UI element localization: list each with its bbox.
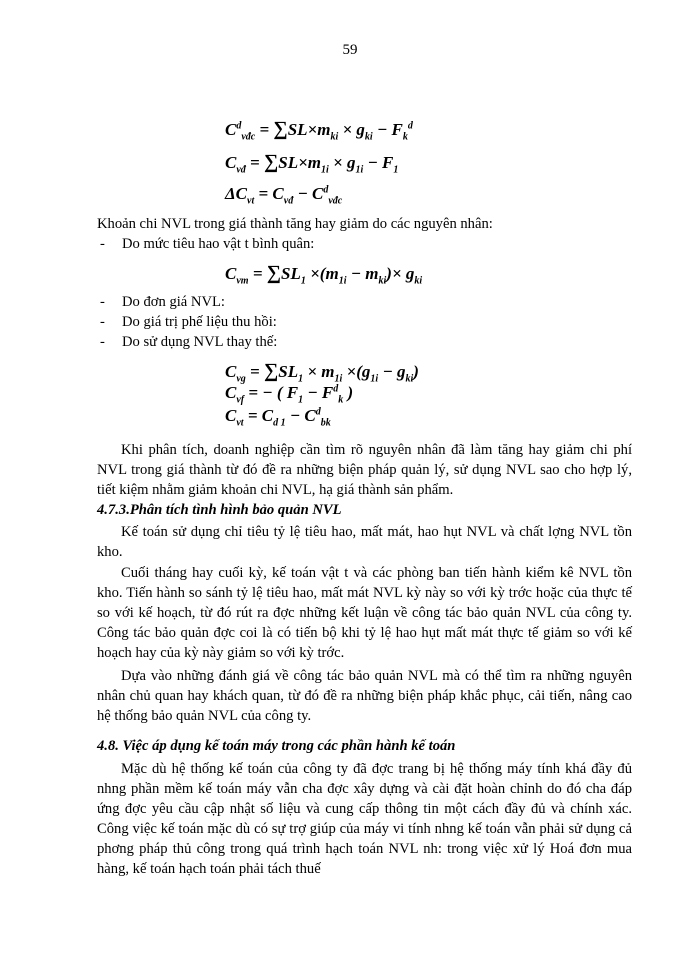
page-number: 59 (342, 42, 358, 58)
bullet-substitute-material: - Do sử dụng NVL thay thế: (100, 334, 278, 350)
paragraph-evaluation: Dựa vào những đánh giá về công tác bảo quản NVL mà có thể tìm ra những nguyên nhân chủ quan hay khách quan, từ đó đề ra những biện pháp khắc phục, cải tiến, nâng cao hệ thống bảo quản NVL của công ty. (97, 668, 632, 724)
heading-section-4-8: 4.8. Việc áp dụng kế toán máy trong các phần hành kế toán (97, 738, 456, 754)
formula-scrap-variance: $C_{vf}$ = − ( $F_1 - F^d_k$ ) (225, 383, 354, 406)
bullet-scrap-value: - Do giá trị phế liệu thu hồi: (100, 314, 277, 330)
formula-material-cost-actual: $C_{vđ} = \sum SL\times m_{1i} \times g_{1i} - F_1$ (225, 151, 399, 176)
bullet-consumption-rate: - Do mức tiêu hao vật t bình quân: (100, 236, 315, 252)
bullet-unit-price: - Do đơn giá NVL: (100, 294, 225, 310)
heading-section-4-7-3: 4.7.3.Phân tích tình hình bảo quản NVL (97, 502, 342, 518)
paragraph-indicators: Kế toán sử dụng chỉ tiêu tỷ lệ tiêu hao, mất mát, hao hụt NVL và chất lợng NVL tồn kho. (97, 524, 632, 560)
formula-price-variance: $C_{vg} = \sum SL_1 \times m_{1i} \times(g_{1i} - g_{ki})$ (225, 360, 419, 385)
paragraph-analysis: Khi phân tích, doanh nghiệp cần tìm rõ nguyên nhân đã làm tăng hay giảm chi phí NVL trong giá thành từ đó đề ra những biện pháp quản lý, sử dụng NVL sao cho hợp lý, tiết kiệm nhằm giảm khoản chi NVL, hạ giá thành sản phẩm. (97, 442, 632, 498)
formula-total-variance: $C_{vt} = C_{d 1} - C^d_{bk}$ (225, 406, 331, 429)
paragraph-inventory-check: Cuối tháng hay cuối kỳ, kế toán vật t và các phòng ban tiến hành kiểm kê NVL tồn kho. Tiến hành so sánh tỷ lệ tiêu hao, mất mát NVL kỳ này so với kỳ trớc hoặc của thực tế so với kế hoạch, từ đó rút ra đợc những kết luận về công tác bảo quản NVL của công ty. Công tác bảo quản đợc coi là có tiến bộ khi tỷ lệ hao hụt mất mát thực tế giảm so với kế hoạch hay của kỳ này giảm so với kỳ trớc. (97, 565, 632, 661)
formula-consumption-variance: $C_{vm} = \sum SL_1 \times(m_{1i} - m_{ki})\times g_{ki}$ (225, 262, 423, 287)
intro-line: Khoản chi NVL trong giá thành tăng hay giảm do các nguyên nhân: (97, 216, 493, 232)
formula-material-cost-planned: $C^d_{vđc} = \sum SL\times m_{ki} \times g_{ki} - F_k^d$ (225, 118, 413, 143)
paragraph-computer-accounting: Mặc dù hệ thống kế toán của công ty đã đợc trang bị hệ thống máy tính khá đầy đủ nhng phần mềm kế toán máy vẫn cha đợc xây dựng và cài đặt hoàn chỉnh do đó cha đáp ứng đợc yêu cầu cập nhật số liệu và cung cấp thông tin một cách đầy đủ và chính xác. Công việc kế toán mặc dù có sự trợ giúp của máy vi tính nhng kế toán vẫn phải sử dụng cả phơng pháp thủ công trong quá trình hạch toán NVL nh: trong việc xử lý Hoá đơn mua hàng, kế toán hạch toán phải tách thuế (97, 761, 632, 877)
formula-material-cost-difference: $\Delta C_{vt} = C_{vđ} - C^d_{vđc}$ (225, 184, 343, 207)
